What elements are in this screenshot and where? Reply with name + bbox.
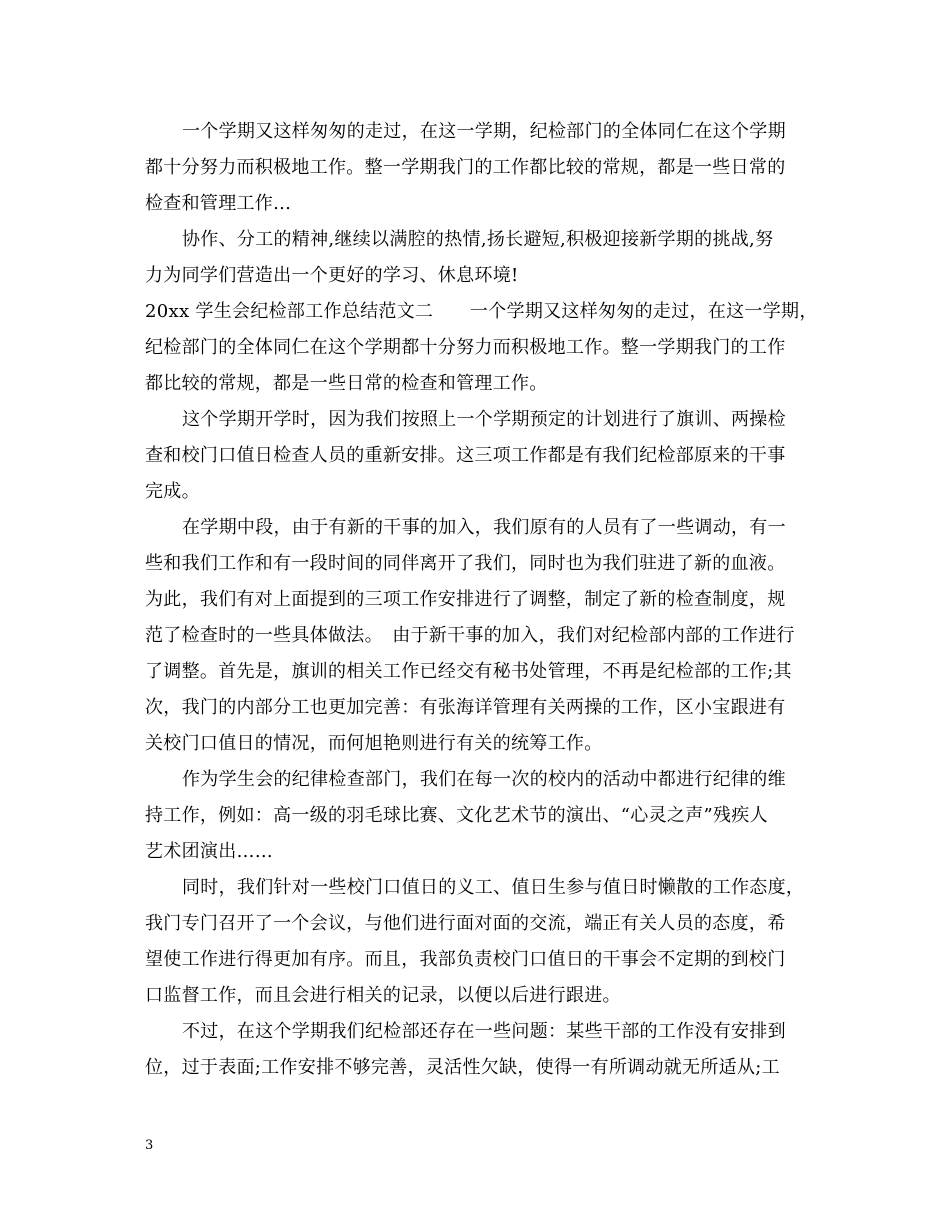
text-line: 一个学期又这样匆匆的走过，在这一学期，纪检部门的全体同仁在这个学期 <box>182 121 786 142</box>
text-line: 范了检查时的一些具体做法。 由于新干事的加入，我们对纪检部内部的工作进行 <box>145 625 795 646</box>
text-line: 持工作，例如：高一级的羽毛球比赛、文化艺术节的演出、“心灵之声”残疾人 <box>145 805 768 826</box>
text-line: 都比较的常规，都是一些日常的检查和管理工作。 <box>145 373 548 394</box>
text-line: 纪检部门的全体同仁在这个学期都十分努力而积极地工作。整一学期我门的工作 <box>145 337 786 358</box>
text-line: 口监督工作，而且会进行相关的记录，以便以后进行跟进。 <box>145 985 621 1006</box>
text-line: 些和我们工作和有一段时间的同伴离开了我们，同时也为我们驻进了新的血液。 <box>145 553 786 574</box>
text-line: 作为学生会的纪律检查部门，我们在每一次的校内的活动中都进行纪律的维 <box>182 769 786 790</box>
text-line: 我门专门召开了一个会议，与他们进行面对面的交流，端正有关人员的态度，希 <box>145 913 786 934</box>
text-line: 了调整。首先是，旗训的相关工作已经交有秘书处管理，不再是纪检部的工作;其 <box>145 661 792 682</box>
section-heading-line: 20xx 学生会纪检部工作总结范文二 一个学期又这样匆匆的走过，在这一学期， <box>145 301 818 322</box>
text-line: 为此，我们有对上面提到的三项工作安排进行了调整，制定了新的检查制度，规 <box>145 589 786 610</box>
text-line: 望使工作进行得更加有序。而且，我部负责校门口值日的干事会不定期的到校门 <box>145 949 786 970</box>
text-line: 完成。 <box>145 481 200 502</box>
text-line: 不过，在这个学期我们纪检部还存在一些问题：某些干部的工作没有安排到 <box>182 1021 786 1042</box>
text-line: 协作、分工的精神,继续以满腔的热情,扬长避短,积极迎接新学期的挑战,努 <box>182 229 774 250</box>
text-line: 力为同学们营造出一个更好的学习、休息环境! <box>145 265 519 286</box>
page-number: 3 <box>145 1138 154 1153</box>
text-line: 在学期中段，由于有新的干事的加入，我们原有的人员有了一些调动，有一 <box>182 517 786 538</box>
text-line: 艺术团演出…… <box>145 841 274 862</box>
text-line: 查和校门口值日检查人员的重新安排。这三项工作都是有我们纪检部原来的干事 <box>145 445 786 466</box>
text-line: 次，我门的内部分工也更加完善：有张海详管理有关两操的工作，区小宝跟进有 <box>145 697 786 718</box>
text-line: 检查和管理工作... <box>145 193 292 214</box>
text-line: 位，过于表面;工作安排不够完善，灵活性欠缺，使得一有所调动就无所适从;工 <box>145 1057 780 1078</box>
text-line: 这个学期开学时，因为我们按照上一个学期预定的计划进行了旗训、两操检 <box>182 409 786 430</box>
text-line: 关校门口值日的情况，而何旭艳则进行有关的统筹工作。 <box>145 733 603 754</box>
text-line: 都十分努力而积极地工作。整一学期我门的工作都比较的常规，都是一些日常的 <box>145 157 786 178</box>
text-line: 同时，我们针对一些校门口值日的义工、值日生参与值日时懒散的工作态度， <box>182 877 805 898</box>
